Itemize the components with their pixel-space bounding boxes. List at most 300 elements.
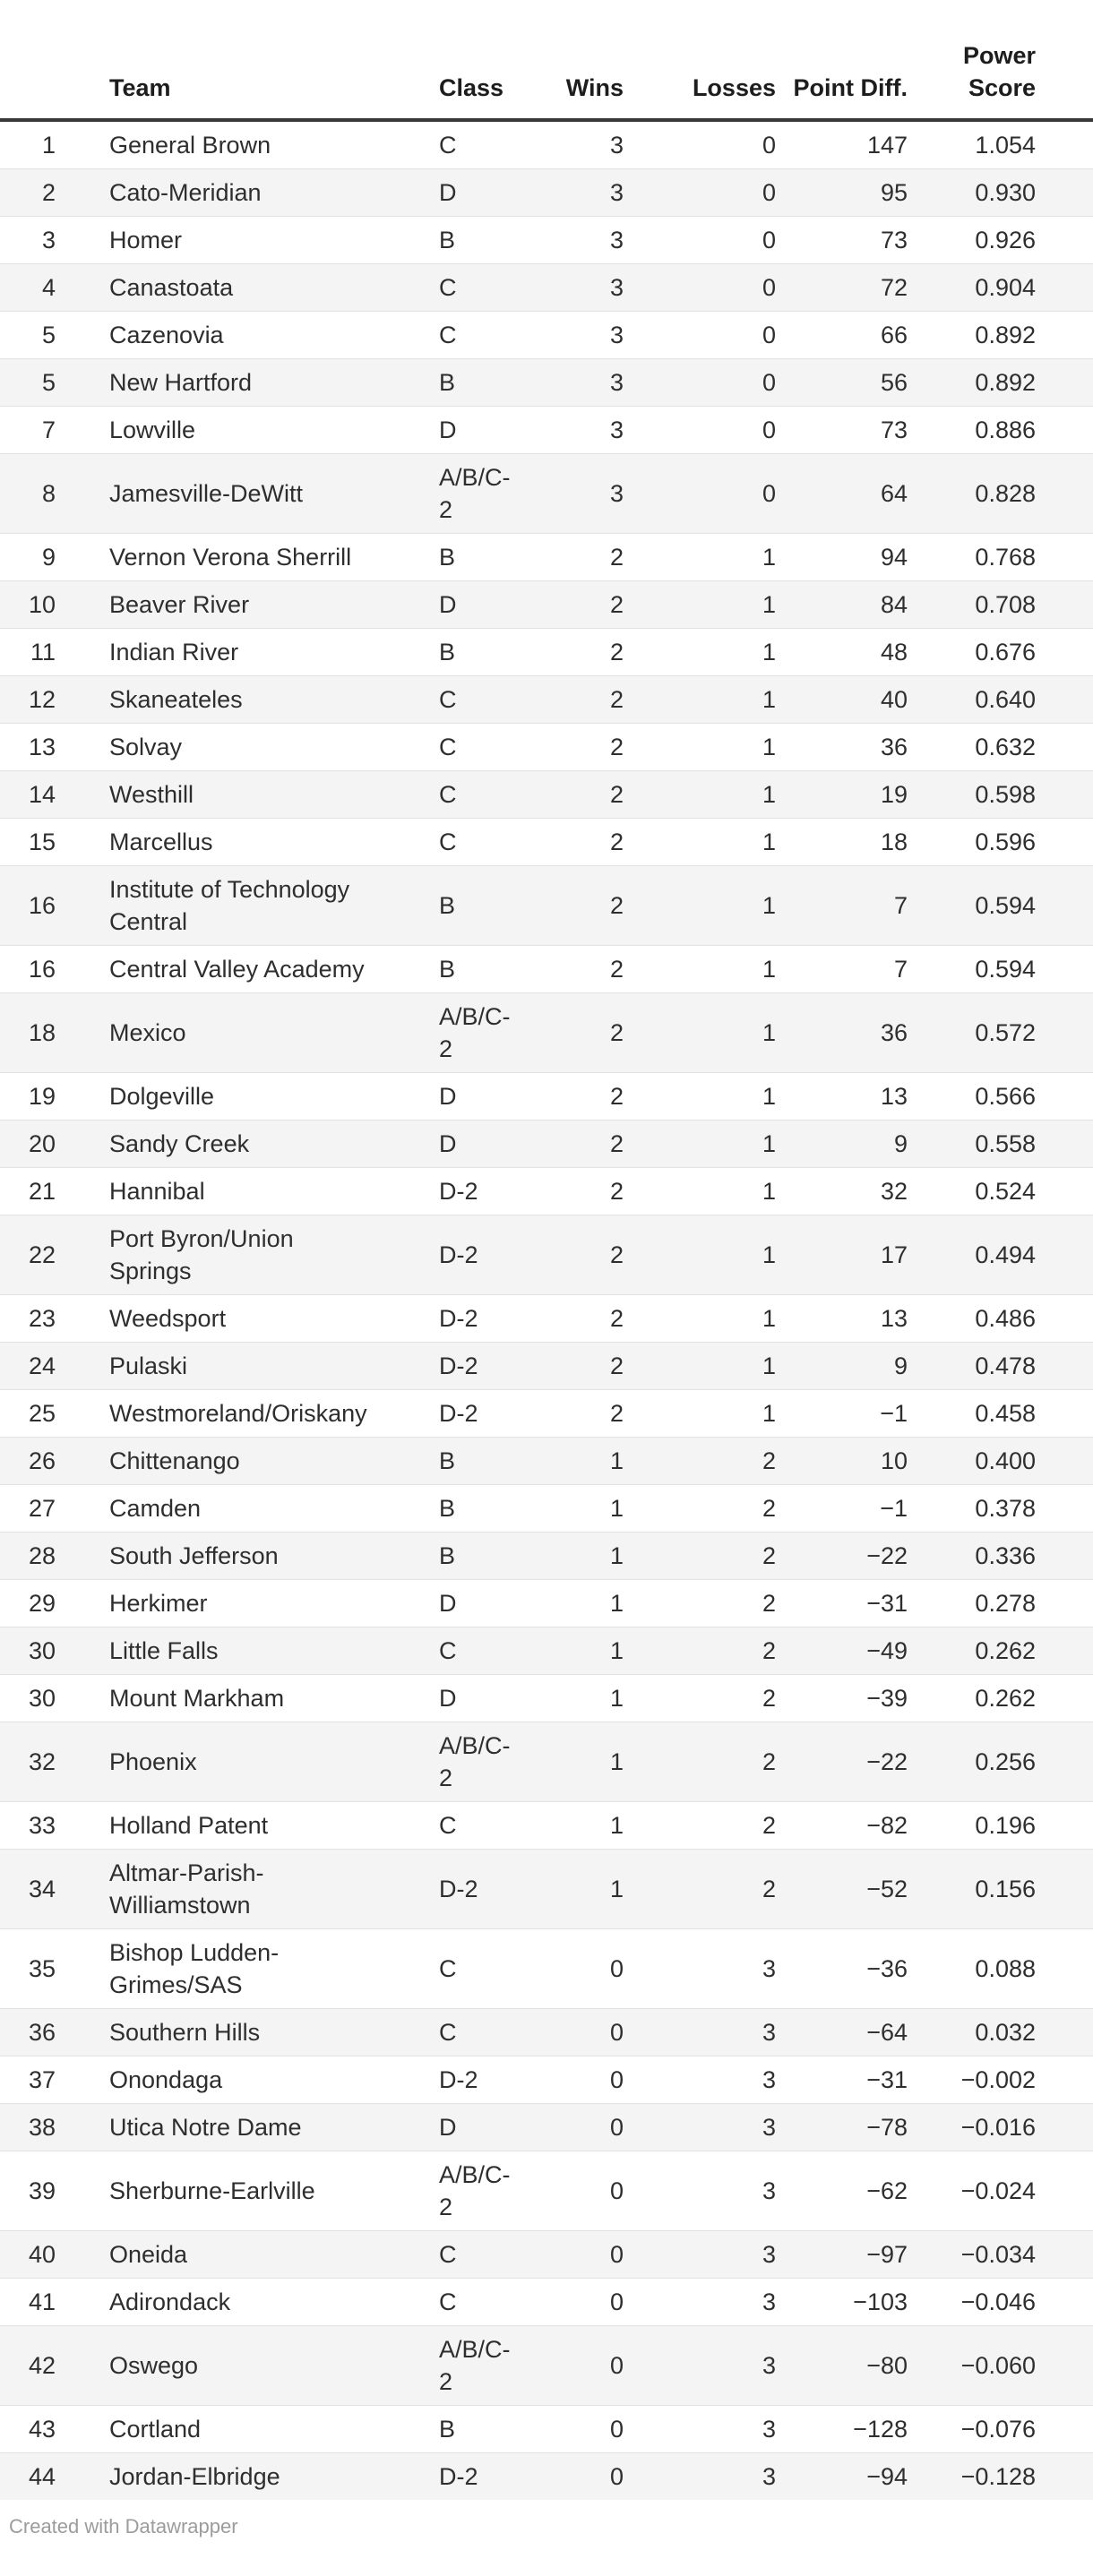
losses-cell: 3 — [762, 2066, 776, 2093]
losses-cell: 3 — [762, 2288, 776, 2315]
losses-cell: 1 — [762, 781, 776, 808]
wins-cell: 1 — [609, 1495, 624, 1522]
class-cell: B — [439, 227, 456, 253]
power-score-cell: 0.930 — [975, 179, 1036, 206]
point-diff-cell: 64 — [880, 480, 908, 507]
team-cell: Phoenix — [109, 1748, 197, 1775]
table-row — [0, 1343, 1093, 1390]
team-cell: Sandy Creek — [109, 1130, 250, 1157]
losses-cell: 3 — [762, 1955, 776, 1982]
class-column-header: Class — [439, 74, 504, 101]
power-score-cell: 0.708 — [975, 591, 1036, 618]
rank-cell: 19 — [28, 1083, 56, 1110]
table-row — [0, 1215, 1093, 1295]
table-row — [0, 264, 1093, 312]
table-row — [0, 2057, 1093, 2104]
table-row — [0, 534, 1093, 581]
rank-cell: 7 — [41, 416, 56, 443]
wins-cell: 3 — [609, 179, 624, 206]
wins-cell: 2 — [609, 1305, 624, 1332]
team-cell: Dolgeville — [109, 1083, 215, 1110]
wins-cell: 1 — [609, 1685, 624, 1712]
rank-cell: 21 — [28, 1178, 56, 1205]
class-cell: D — [439, 179, 457, 206]
losses-cell: 3 — [762, 2352, 776, 2379]
losses-cell: 1 — [762, 544, 776, 571]
rank-cell: 30 — [28, 1637, 56, 1664]
point-diff-cell: 72 — [880, 274, 908, 301]
table-header — [0, 0, 1093, 120]
power-score-cell: 0.676 — [975, 639, 1036, 665]
class-cell: D — [439, 1083, 457, 1110]
power-score-cell: 0.640 — [975, 686, 1036, 713]
point-diff-cell: −103 — [853, 2288, 908, 2315]
rank-cell: 26 — [28, 1447, 56, 1474]
losses-cell: 2 — [762, 1876, 776, 1902]
table-row — [0, 2104, 1093, 2151]
team-cell: General Brown — [109, 132, 271, 159]
rank-cell: 44 — [28, 2463, 56, 2490]
point-diff-cell: 13 — [880, 1305, 908, 1332]
point-diff-cell: 7 — [893, 956, 908, 983]
power-score-cell: −0.060 — [960, 2352, 1036, 2379]
power-score-cell: 0.558 — [975, 1130, 1036, 1157]
team-cell: Westmoreland/Oriskany — [109, 1400, 367, 1427]
table-row — [0, 1802, 1093, 1850]
team-cell: Beaver River — [109, 591, 250, 618]
class-cell: A/B/C-2 — [439, 2161, 511, 2220]
point-diff-cell: −97 — [866, 2241, 908, 2268]
point-diff-cell: 84 — [880, 591, 908, 618]
team-cell: Homer — [109, 227, 183, 253]
rank-cell: 9 — [41, 544, 56, 571]
rank-cell: 1 — [41, 132, 56, 159]
power-score-cell: 0.458 — [975, 1400, 1036, 1427]
wins-cell: 2 — [609, 1083, 624, 1110]
team-cell: New Hartford — [109, 369, 253, 396]
power-score-cell: 0.632 — [975, 734, 1036, 760]
power-score-cell: 0.336 — [975, 1542, 1036, 1569]
point-diff-cell: 19 — [880, 781, 908, 808]
power-score-cell: 0.886 — [975, 416, 1036, 443]
losses-cell: 1 — [762, 639, 776, 665]
table-row — [0, 1485, 1093, 1533]
point-diff-cell: 66 — [880, 322, 908, 348]
table-row — [0, 217, 1093, 264]
rank-cell: 32 — [28, 1748, 56, 1775]
table-row — [0, 1438, 1093, 1485]
team-cell: Oneida — [109, 2241, 188, 2268]
rank-cell: 16 — [28, 892, 56, 919]
class-cell: D-2 — [439, 1241, 478, 1268]
power-score-cell: −0.016 — [960, 2114, 1036, 2141]
team-cell: Cazenovia — [109, 322, 224, 348]
class-cell: C — [439, 829, 457, 855]
wins-cell: 1 — [609, 1637, 624, 1664]
point-diff-cell: −31 — [866, 2066, 908, 2093]
wins-cell: 0 — [609, 2463, 624, 2490]
table-row — [0, 1675, 1093, 1722]
rank-cell: 38 — [28, 2114, 56, 2141]
losses-cell: 1 — [762, 686, 776, 713]
power-score-cell: 0.156 — [975, 1876, 1036, 1902]
power-score-cell: 1.054 — [975, 132, 1036, 159]
table-row — [0, 724, 1093, 771]
losses-cell: 3 — [762, 2114, 776, 2141]
table-row — [0, 1533, 1093, 1580]
table-row — [0, 169, 1093, 217]
table-row — [0, 120, 1093, 169]
losses-cell: 1 — [762, 829, 776, 855]
table-row — [0, 1627, 1093, 1675]
class-cell: D — [439, 416, 457, 443]
wins-cell: 1 — [609, 1748, 624, 1775]
power-score-cell: −0.076 — [960, 2416, 1036, 2443]
losses-cell: 0 — [762, 227, 776, 253]
table-row — [0, 359, 1093, 407]
power-score-cell: 0.572 — [975, 1019, 1036, 1046]
losses-cell: 2 — [762, 1590, 776, 1617]
point-diff-cell: −128 — [853, 2416, 908, 2443]
losses-cell: 1 — [762, 1305, 776, 1332]
wins-cell: 1 — [609, 1812, 624, 1839]
table-row — [0, 1722, 1093, 1802]
class-cell: C — [439, 686, 457, 713]
losses-cell: 1 — [762, 734, 776, 760]
power-score-cell: −0.002 — [960, 2066, 1036, 2093]
point-diff-cell: −22 — [866, 1542, 908, 1569]
header-row — [0, 0, 1093, 120]
point-diff-cell: 73 — [880, 227, 908, 253]
table-row — [0, 1850, 1093, 1929]
class-cell: D — [439, 2114, 457, 2141]
wins-cell: 2 — [609, 591, 624, 618]
point-diff-cell: 17 — [880, 1241, 908, 1268]
point-diff-cell: −22 — [866, 1748, 908, 1775]
power-score-cell: 0.032 — [975, 2019, 1036, 2046]
class-cell: C — [439, 2288, 457, 2315]
table-row — [0, 993, 1093, 1073]
class-cell: D-2 — [439, 1876, 478, 1902]
rank-cell: 36 — [28, 2019, 56, 2046]
power-score-cell: 0.524 — [975, 1178, 1036, 1205]
point-diff-cell: 48 — [880, 639, 908, 665]
team-cell: Jamesville-DeWitt — [109, 480, 304, 507]
wins-cell: 3 — [609, 132, 624, 159]
wins-cell: 0 — [609, 2416, 624, 2443]
table-row — [0, 2453, 1093, 2501]
power-score-cell: 0.768 — [975, 544, 1036, 571]
rank-cell: 25 — [28, 1400, 56, 1427]
wins-cell: 1 — [609, 1590, 624, 1617]
wins-cell: 2 — [609, 1178, 624, 1205]
wins-cell: 3 — [609, 369, 624, 396]
point-diff-cell: 94 — [880, 544, 908, 571]
class-cell: B — [439, 639, 456, 665]
point-diff-cell: 147 — [866, 132, 908, 159]
table-row — [0, 2231, 1093, 2279]
wins-cell: 3 — [609, 322, 624, 348]
rank-cell: 5 — [41, 369, 56, 396]
point-diff-cell: 95 — [880, 179, 908, 206]
wins-cell: 0 — [609, 2114, 624, 2141]
rank-cell: 24 — [28, 1352, 56, 1379]
rank-cell: 16 — [28, 956, 56, 983]
team-cell: Vernon Verona Sherrill — [109, 544, 352, 571]
team-cell: Camden — [109, 1495, 202, 1522]
rank-cell: 37 — [28, 2066, 56, 2093]
team-cell: Skaneateles — [109, 686, 243, 713]
team-cell: Southern Hills — [109, 2019, 261, 2046]
power-score-cell: 0.926 — [975, 227, 1036, 253]
table-row — [0, 2326, 1093, 2406]
point-diff-cell: −1 — [880, 1400, 908, 1427]
class-cell: C — [439, 2241, 457, 2268]
class-cell: D — [439, 591, 457, 618]
wins-cell: 0 — [609, 2066, 624, 2093]
point-diff-cell: 36 — [880, 1019, 908, 1046]
team-cell: Lowville — [109, 416, 196, 443]
power-score-cell: 0.262 — [975, 1637, 1036, 1664]
point-diff-cell: 36 — [880, 734, 908, 760]
power-score-cell: −0.024 — [960, 2177, 1036, 2204]
rank-cell: 40 — [28, 2241, 56, 2268]
class-cell: C — [439, 1955, 457, 1982]
team-cell: Westhill — [109, 781, 194, 808]
team-cell: Mexico — [109, 1019, 186, 1046]
team-cell: Indian River — [109, 639, 239, 665]
table-row — [0, 1168, 1093, 1215]
table-row — [0, 2279, 1093, 2326]
rank-cell: 10 — [28, 591, 56, 618]
team-cell: Canastoata — [109, 274, 234, 301]
rank-cell: 14 — [28, 781, 56, 808]
power-score-cell: −0.046 — [960, 2288, 1036, 2315]
point-diff-cell: 18 — [880, 829, 908, 855]
power-score-cell: 0.400 — [975, 1447, 1036, 1474]
losses-cell: 3 — [762, 2463, 776, 2490]
point-diff-cell: −52 — [866, 1876, 908, 1902]
class-cell: D — [439, 1685, 457, 1712]
rank-cell: 29 — [28, 1590, 56, 1617]
table-row — [0, 819, 1093, 866]
wins-cell: 2 — [609, 956, 624, 983]
wins-cell: 2 — [609, 1019, 624, 1046]
team-cell: Sherburne-Earlville — [109, 2177, 315, 2204]
wins-cell: 2 — [609, 1400, 624, 1427]
point-diff-cell: 13 — [880, 1083, 908, 1110]
losses-cell: 2 — [762, 1637, 776, 1664]
class-cell: B — [439, 956, 456, 983]
wins-cell: 2 — [609, 639, 624, 665]
table-row — [0, 1073, 1093, 1121]
power-score-cell: 0.478 — [975, 1352, 1036, 1379]
table-row — [0, 2151, 1093, 2231]
point-diff-cell: 9 — [893, 1352, 908, 1379]
table-row — [0, 1390, 1093, 1438]
wins-cell: 2 — [609, 829, 624, 855]
point-diff-cell: 40 — [880, 686, 908, 713]
point-diff-cell: −36 — [866, 1955, 908, 1982]
team-cell: Central Valley Academy — [109, 956, 365, 983]
rank-cell: 11 — [30, 639, 56, 665]
class-cell: C — [439, 1812, 457, 1839]
datawrapper-credit-link[interactable]: Created with Datawrapper — [9, 2515, 238, 2537]
team-cell: Port Byron/Union Springs — [109, 1225, 294, 1284]
power-score-cell: 0.828 — [975, 480, 1036, 507]
losses-cell: 1 — [762, 1352, 776, 1379]
class-cell: D-2 — [439, 1400, 478, 1427]
power-score-cell: 0.088 — [975, 1955, 1036, 1982]
power-score-cell: 0.378 — [975, 1495, 1036, 1522]
rank-cell: 39 — [28, 2177, 56, 2204]
team-cell: Weedsport — [109, 1305, 227, 1332]
wins-cell: 1 — [609, 1876, 624, 1902]
table-row — [0, 946, 1093, 993]
losses-cell: 2 — [762, 1748, 776, 1775]
losses-cell: 0 — [762, 369, 776, 396]
power-score-cell: 0.262 — [975, 1685, 1036, 1712]
class-cell: D-2 — [439, 1305, 478, 1332]
losses-cell: 1 — [762, 1241, 776, 1268]
power-score-cell: 0.596 — [975, 829, 1036, 855]
wins-cell: 2 — [609, 734, 624, 760]
table-row — [0, 1929, 1093, 2009]
table-row — [0, 2009, 1093, 2057]
wins-column-header: Wins — [565, 74, 624, 101]
point-diff-cell: −1 — [880, 1495, 908, 1522]
point-diff-cell: −78 — [866, 2114, 908, 2141]
team-cell: Oswego — [109, 2352, 199, 2379]
team-cell: Cato-Meridian — [109, 179, 262, 206]
power-score-cell: 0.486 — [975, 1305, 1036, 1332]
rank-cell: 2 — [41, 179, 56, 206]
class-cell: B — [439, 1542, 456, 1569]
rank-cell: 34 — [28, 1876, 56, 1902]
team-column-header: Team — [109, 74, 171, 101]
power-score-cell: 0.196 — [975, 1812, 1036, 1839]
team-cell: Onondaga — [109, 2066, 223, 2093]
team-cell: Marcellus — [109, 829, 213, 855]
table-row — [0, 2406, 1093, 2453]
losses-cell: 3 — [762, 2019, 776, 2046]
wins-cell: 0 — [609, 2241, 624, 2268]
team-cell: Adirondack — [109, 2288, 231, 2315]
losses-cell: 1 — [762, 1083, 776, 1110]
table-row — [0, 629, 1093, 676]
losses-cell: 0 — [762, 179, 776, 206]
class-cell: C — [439, 132, 457, 159]
losses-cell: 3 — [762, 2241, 776, 2268]
team-cell: Institute of Technology Central — [109, 876, 350, 935]
rank-cell: 18 — [28, 1019, 56, 1046]
team-cell: Altmar-Parish-Williamstown — [109, 1859, 264, 1919]
losses-cell: 0 — [762, 274, 776, 301]
point-diff-cell: −49 — [866, 1637, 908, 1664]
wins-cell: 0 — [609, 2288, 624, 2315]
losses-column-header: Losses — [692, 74, 776, 101]
team-cell: Jordan-Elbridge — [109, 2463, 280, 2490]
power-score-cell: 0.904 — [975, 274, 1036, 301]
power-score-cell: 0.256 — [975, 1748, 1036, 1775]
team-cell: Utica Notre Dame — [109, 2114, 302, 2141]
table-body — [0, 120, 1093, 2500]
point-diff-cell: 32 — [880, 1178, 908, 1205]
table-row — [0, 676, 1093, 724]
rank-cell: 23 — [28, 1305, 56, 1332]
losses-cell: 0 — [762, 480, 776, 507]
rank-cell: 30 — [28, 1685, 56, 1712]
losses-cell: 0 — [762, 132, 776, 159]
rank-cell: 12 — [28, 686, 56, 713]
losses-cell: 1 — [762, 591, 776, 618]
losses-cell: 1 — [762, 892, 776, 919]
power-score-cell: 0.594 — [975, 956, 1036, 983]
class-cell: D-2 — [439, 1178, 478, 1205]
rank-cell: 4 — [41, 274, 56, 301]
table-row — [0, 771, 1093, 819]
wins-cell: 0 — [609, 2352, 624, 2379]
losses-cell: 1 — [762, 956, 776, 983]
wins-cell: 2 — [609, 892, 624, 919]
class-cell: D-2 — [439, 2463, 478, 2490]
team-cell: Mount Markham — [109, 1685, 285, 1712]
table-row — [0, 454, 1093, 534]
rank-cell: 8 — [41, 480, 56, 507]
class-cell: A/B/C-2 — [439, 1732, 511, 1791]
power-score-cell: 0.278 — [975, 1590, 1036, 1617]
losses-cell: 1 — [762, 1178, 776, 1205]
losses-cell: 2 — [762, 1495, 776, 1522]
class-cell: B — [439, 2416, 456, 2443]
losses-cell: 2 — [762, 1812, 776, 1839]
point-diff-cell: 10 — [880, 1447, 908, 1474]
wins-cell: 2 — [609, 544, 624, 571]
table-row — [0, 866, 1093, 946]
table-row — [0, 407, 1093, 454]
table-row — [0, 1295, 1093, 1343]
wins-cell: 2 — [609, 1352, 624, 1379]
power-score-cell: 0.594 — [975, 892, 1036, 919]
wins-cell: 2 — [609, 686, 624, 713]
rank-cell: 20 — [28, 1130, 56, 1157]
point-diff-cell: −64 — [866, 2019, 908, 2046]
power-score-cell: −0.128 — [960, 2463, 1036, 2490]
class-cell: D-2 — [439, 2066, 478, 2093]
point-diff-cell: −94 — [866, 2463, 908, 2490]
rank-cell: 28 — [28, 1542, 56, 1569]
chart-footer — [9, 2514, 1093, 2552]
losses-cell: 3 — [762, 2177, 776, 2204]
losses-cell: 2 — [762, 1542, 776, 1569]
point-diff-cell: −31 — [866, 1590, 908, 1617]
point-diff-cell: −62 — [866, 2177, 908, 2204]
team-cell: Holland Patent — [109, 1812, 269, 1839]
rank-column-header — [0, 0, 56, 120]
power-score-cell: 0.892 — [975, 322, 1036, 348]
rank-cell: 42 — [28, 2352, 56, 2379]
class-cell: C — [439, 781, 457, 808]
class-cell: D — [439, 1590, 457, 1617]
rank-cell: 27 — [28, 1495, 56, 1522]
wins-cell: 1 — [609, 1447, 624, 1474]
class-cell: A/B/C-2 — [439, 2336, 511, 2395]
team-cell: Herkimer — [109, 1590, 208, 1617]
point-diff-cell: 73 — [880, 416, 908, 443]
losses-cell: 1 — [762, 1400, 776, 1427]
point-diff-cell: 56 — [880, 369, 908, 396]
power-score-cell: 0.598 — [975, 781, 1036, 808]
